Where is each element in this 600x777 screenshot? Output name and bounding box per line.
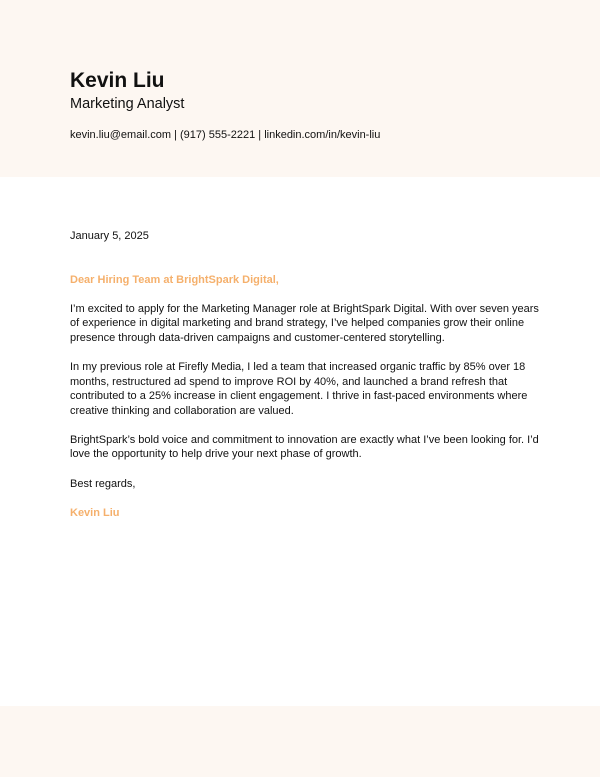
letter-date: January 5, 2025 xyxy=(70,230,149,242)
applicant-title: Marketing Analyst xyxy=(70,96,185,112)
letter-paragraph-3: BrightSpark’s bold voice and commitment to innovation are exactly what I’ve been looking for. I’d love the opportunity to help drive your next phase of growth. xyxy=(70,433,539,461)
letter-greeting: Dear Hiring Team at BrightSpark Digital, xyxy=(70,273,279,286)
contact-info: kevin.liu@email.com | (917) 555-2221 | linkedin.com/in/kevin-liu xyxy=(70,129,381,141)
letter-closing: Best regards, xyxy=(70,477,136,490)
footer-band xyxy=(0,706,600,777)
applicant-name: Kevin Liu xyxy=(70,69,165,92)
letter-signature: Kevin Liu xyxy=(70,506,120,519)
letter-body xyxy=(70,229,540,520)
letter-paragraph-2: In my previous role at Firefly Media, I led a team that increased organic traffic by 85% over 18 months, restructured ad spend to improve ROI by 40%, and launched a brand refresh that contributed to a 25% increase in client engagement. I thrive in fast-paced environments where creative thinking and collaboration are valued. xyxy=(70,360,528,417)
letter-paragraph-1: I’m excited to apply for the Marketing Manager role at BrightSpark Digital. With over seven years of experience in digital marketing and brand strategy, I’ve helped companies grow their online presence through data-driven campaigns and customer-centered storytelling. xyxy=(70,302,539,344)
